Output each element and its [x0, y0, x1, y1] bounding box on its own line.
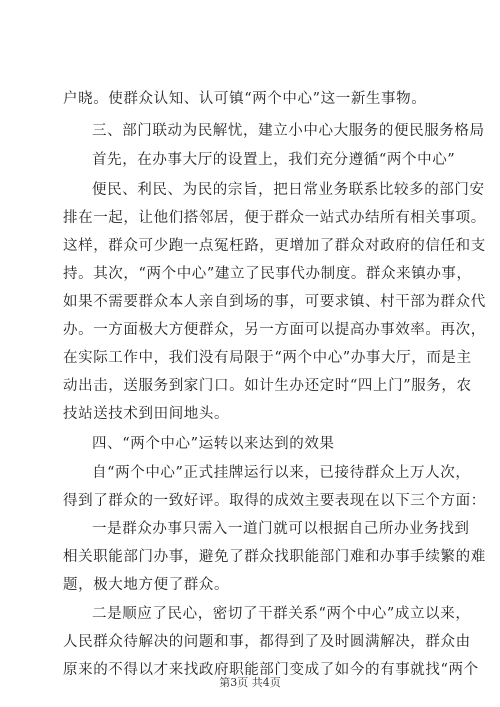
page-number-footer: 第3页 共4页 [219, 676, 281, 689]
text-line: 技站送技术到田间地头。 [63, 406, 230, 422]
text-line: 原来的不得以才来找政府职能部门变成了如今的有事就找“两个 [63, 662, 479, 678]
text-line: 相关职能部门办事，避免了群众找职能部门难和办事手续繁的难 [63, 549, 486, 565]
text-line: 得到了群众的一致好评。取得的成效主要表现在以下三个方面： [63, 493, 486, 509]
section-heading: 三、部门联动为民解忧，建立小中心大服务的便民服务格局 [92, 123, 485, 139]
text-line: 首先，在办事大厅的设置上，我们充分遵循“两个中心” [92, 152, 456, 168]
text-line: 在实际工作中，我们没有局限于“两个中心”办事大厅，而是主 [63, 350, 472, 366]
text-line: 人民群众待解决的问题和事，都得到了及时圆满解决，群众由 [63, 634, 471, 650]
section-heading: 四、“两个中心”运转以来达到的效果 [92, 436, 335, 452]
text-line: 户晓。使群众认知、认可镇“两个中心”这一新生事物。 [63, 91, 427, 107]
text-line: 持。其次，“两个中心”建立了民事代办制度。群众来镇办事， [63, 266, 472, 282]
text-line: 便民、利民、为民的宗旨，把日常业务联系比较多的部门安 [92, 182, 485, 198]
text-line: 排在一起，让他们搭邻居，便于群众一站式办结所有相关事项。 [63, 210, 486, 226]
text-line: 如果不需要群众本人亲自到场的事，可要求镇、村干部为群众代 [63, 294, 486, 310]
text-line: 动出击，送服务到家门口。如计生办还定时“四上门”服务，农 [63, 378, 472, 394]
text-line: 自“两个中心”正式挂牌运行以来，已接待群众上万人次， [92, 465, 471, 481]
text-line: 一是群众办事只需入一道门就可以根据自己所办业务找到 [92, 521, 470, 537]
text-line: 这样，群众可少跑一点冤枉路，更增加了群众对政府的信任和支 [63, 238, 486, 254]
text-line: 二是顺应了民心，密切了干群关系“两个中心”成立以来， [92, 606, 471, 622]
text-line: 题，极大地方便了群众。 [63, 577, 230, 593]
text-line: 办。一方面极大方便群众，另一方面可以提高办事效率。再次， [63, 322, 486, 338]
